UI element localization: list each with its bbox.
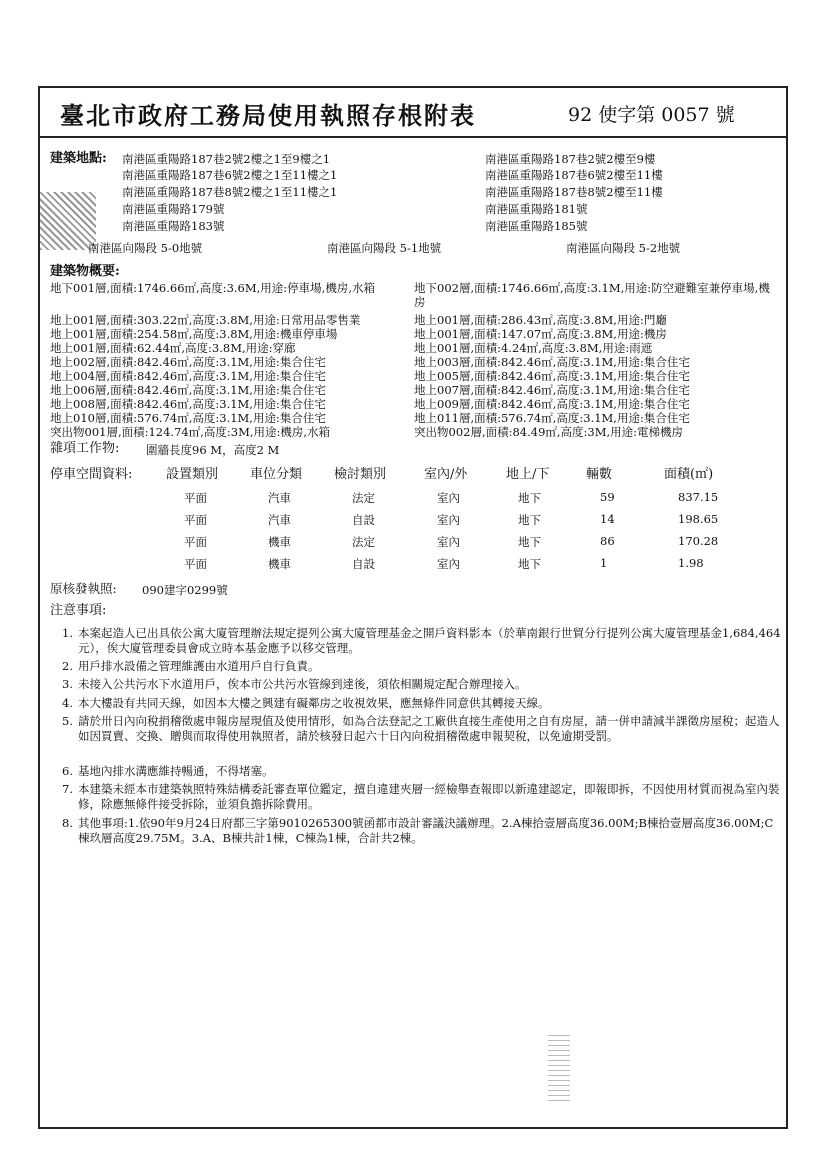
handwritten-mark (548, 1035, 570, 1105)
parking-label: 停車空間資料: (50, 467, 133, 482)
parking-cell: 機車 (268, 557, 291, 571)
parking-cell: 平面 (184, 513, 207, 527)
note-item: 本案起造人已出具依公寓大廈管理辦法規定提列公寓大廈管理基金之開戶資料影本（於華南銀行世貿分行提列公寓大廈管理基金1,684,464元），俟大廈管理委員會成立時本基金應予以移交管理。 (78, 626, 781, 655)
address-left-1: 南港區重陽路187巷2號2樓之1至9樓之1 (122, 152, 331, 166)
parking-header-6: 輛數 (586, 467, 613, 482)
parking-cell: 地下 (518, 557, 541, 571)
parking-header-1: 設置類別 (166, 467, 219, 482)
parking-cell: 1 (600, 556, 608, 570)
parking-cell: 法定 (352, 535, 375, 549)
parking-header-2: 車位分類 (250, 467, 303, 482)
building-left-8: 地上008層,面積:842.46㎡,高度:3.1M,用途:集合住宅 (50, 397, 326, 411)
parking-cell: 平面 (184, 535, 207, 549)
building-right-8: 地上009層,面積:842.46㎡,高度:3.1M,用途:集合住宅 (414, 397, 690, 411)
note-item: 用戶排水設備之管理維護由水道用戶自行負責。 (78, 659, 320, 673)
parking-cell: 地下 (518, 513, 541, 527)
note-item: 本大樓設有共同天線，如因本大樓之興建有礙鄰房之收視效果，應無條件同意供其轉接天線。 (78, 696, 550, 710)
building-left-5: 地上002層,面積:842.46㎡,高度:3.1M,用途:集合住宅 (50, 355, 326, 369)
parking-cell: 平面 (184, 491, 207, 505)
parking-cell: 170.28 (678, 534, 719, 548)
parking-cell: 837.15 (678, 490, 719, 504)
parking-cell: 198.65 (678, 512, 719, 526)
building-right-1: 地下002層,面積:1746.66㎡,高度:3.1M,用途:防空避難室兼停車場,機房 (414, 281, 770, 309)
permit-number: 92 使字第 0057 號 (568, 104, 735, 126)
parking-cell: 室內 (437, 557, 460, 571)
parking-cell: 法定 (352, 491, 375, 505)
parking-header-3: 檢討類別 (334, 467, 387, 482)
building-left-6: 地上004層,面積:842.46㎡,高度:3.1M,用途:集合住宅 (50, 369, 326, 383)
address-right-2: 南港區重陽路187巷6號2樓至11樓 (485, 168, 663, 182)
note-number: 7. (62, 782, 73, 796)
building-right-2: 地上001層,面積:286.43㎡,高度:3.8M,用途:門廳 (414, 313, 667, 327)
parking-header-7: 面積(㎡) (664, 467, 714, 482)
parking-cell: 14 (600, 512, 615, 526)
building-left-1: 地下001層,面積:1746.66㎡,高度:3.6M,用途:停車場,機房,水箱 (50, 281, 375, 295)
parking-cell: 自設 (352, 557, 375, 571)
note-number: 1. (62, 626, 73, 640)
parking-cell: 室內 (437, 535, 460, 549)
parking-cell: 室內 (437, 491, 460, 505)
building-left-9: 地上010層,面積:576.74㎡,高度:3.1M,用途:集合住宅 (50, 411, 326, 425)
note-item: 其他事項:1.依90年9月24日府都三字第9010265300號函都市設計審議決議辦理。2.A棟拾壹層高度36.00M;B棟拾壹層高度36.00M;C棟玖層高度29.75M。3.A、B棟共計1棟，C棟為1棟，合計共2棟。 (78, 816, 774, 845)
note-item: 基地內排水溝應維持暢通，不得堵塞。 (78, 764, 274, 778)
parking-cell: 地下 (518, 491, 541, 505)
address-label: 建築地點: (50, 151, 107, 166)
address-right-3: 南港區重陽路187巷8號2樓至11樓 (485, 185, 663, 199)
building-right-9: 地上011層,面積:576.74㎡,高度:3.1M,用途:集合住宅 (414, 411, 690, 425)
parking-cell: 室內 (437, 513, 460, 527)
building-right-5: 地上003層,面積:842.46㎡,高度:3.1M,用途:集合住宅 (414, 355, 690, 369)
address-left-2: 南港區重陽路187巷6號2樓之1至11樓之1 (122, 168, 338, 182)
address-right-4: 南港區重陽路181號 (485, 202, 588, 216)
parking-cell: 自設 (352, 513, 375, 527)
land-lot-3: 南港區向陽段 5-2地號 (566, 241, 681, 255)
parking-cell: 汽車 (268, 491, 291, 505)
note-number: 6. (62, 764, 73, 778)
building-left-3: 地上001層,面積:254.58㎡,高度:3.8M,用途:機車停車場 (50, 327, 338, 341)
building-label: 建築物概要: (50, 264, 120, 279)
address-right-5: 南港區重陽路185號 (485, 219, 588, 233)
parking-cell: 機車 (268, 535, 291, 549)
original-permit-value: 090建字0299號 (142, 583, 228, 597)
note-number: 8. (62, 816, 73, 830)
note-item: 本建築未經本市建築執照特殊結構委託審查單位鑑定，擅自違建夾層一經檢舉查報即以新違建認定，即報即拆，不因使用材質而視為室內裝修，除應無條件接受拆除，並須負擔拆除費用。 (78, 782, 780, 811)
building-left-4: 地上001層,面積:62.44㎡,高度:3.8M,用途:穿廊 (50, 341, 296, 355)
building-right-10: 突出物002層,面積:84.49㎡,高度:3M,用途:電梯機房 (414, 425, 684, 439)
misc-value: 圍牆長度96 M，高度2 M (146, 443, 280, 457)
parking-header-4: 室內/外 (424, 467, 468, 482)
parking-cell: 平面 (184, 557, 207, 571)
parking-header-5: 地上/下 (506, 467, 550, 482)
note-number: 3. (62, 677, 73, 691)
note-item: 請於卅日內向稅捐稽徵處申報房屋現值及使用情形，如為合法登記之工廠供直接生產使用之自有房屋，請一併申請減半課徵房屋稅；起造人如因買賣、交換、贈與而取得使用執照者，請於核發日起六十日內向稅捐稽徵處申報契稅，以免逾期受罰。 (78, 714, 780, 743)
note-item: 未接入公共污水下水道用戶，俟本市公共污水管線到達後，須依相關規定配合辦理接入。 (78, 677, 527, 691)
address-left-5: 南港區重陽路183號 (122, 219, 225, 233)
building-right-3: 地上001層,面積:147.07㎡,高度:3.8M,用途:機房 (414, 327, 667, 341)
address-left-3: 南港區重陽路187巷8號2樓之1至11樓之1 (122, 185, 338, 199)
parking-cell: 86 (600, 534, 615, 548)
building-right-7: 地上007層,面積:842.46㎡,高度:3.1M,用途:集合住宅 (414, 383, 690, 397)
parking-cell: 59 (600, 490, 615, 504)
building-right-4: 地上001層,面積:4.24㎡,高度:3.8M,用途:雨遮 (414, 341, 653, 355)
original-permit-label: 原核發執照: (50, 581, 117, 596)
address-left-4: 南港區重陽路179號 (122, 202, 225, 216)
title-bar (40, 88, 786, 138)
parking-cell: 汽車 (268, 513, 291, 527)
note-number: 4. (62, 696, 73, 710)
document-title: 臺北市政府工務局使用執照存根附表 (60, 101, 476, 130)
parking-cell: 地下 (518, 535, 541, 549)
building-left-10: 突出物001層,面積:124.74㎡,高度:3M,用途:機房,水箱 (50, 425, 331, 439)
land-lot-1: 南港區向陽段 5-0地號 (88, 241, 203, 255)
building-left-2: 地上001層,面積:303.22㎡,高度:3.8M,用途:日常用品零售業 (50, 313, 361, 327)
building-left-7: 地上006層,面積:842.46㎡,高度:3.1M,用途:集合住宅 (50, 383, 326, 397)
building-right-6: 地上005層,面積:842.46㎡,高度:3.1M,用途:集合住宅 (414, 369, 690, 383)
notes-label: 注意事項: (50, 603, 107, 618)
parking-cell: 1.98 (678, 556, 704, 570)
address-right-1: 南港區重陽路187巷2號2樓至9樓 (485, 152, 656, 166)
note-number: 2. (62, 659, 73, 673)
land-lot-2: 南港區向陽段 5-1地號 (327, 241, 442, 255)
misc-label: 雜項工作物: (50, 441, 120, 456)
note-number: 5. (62, 714, 73, 728)
